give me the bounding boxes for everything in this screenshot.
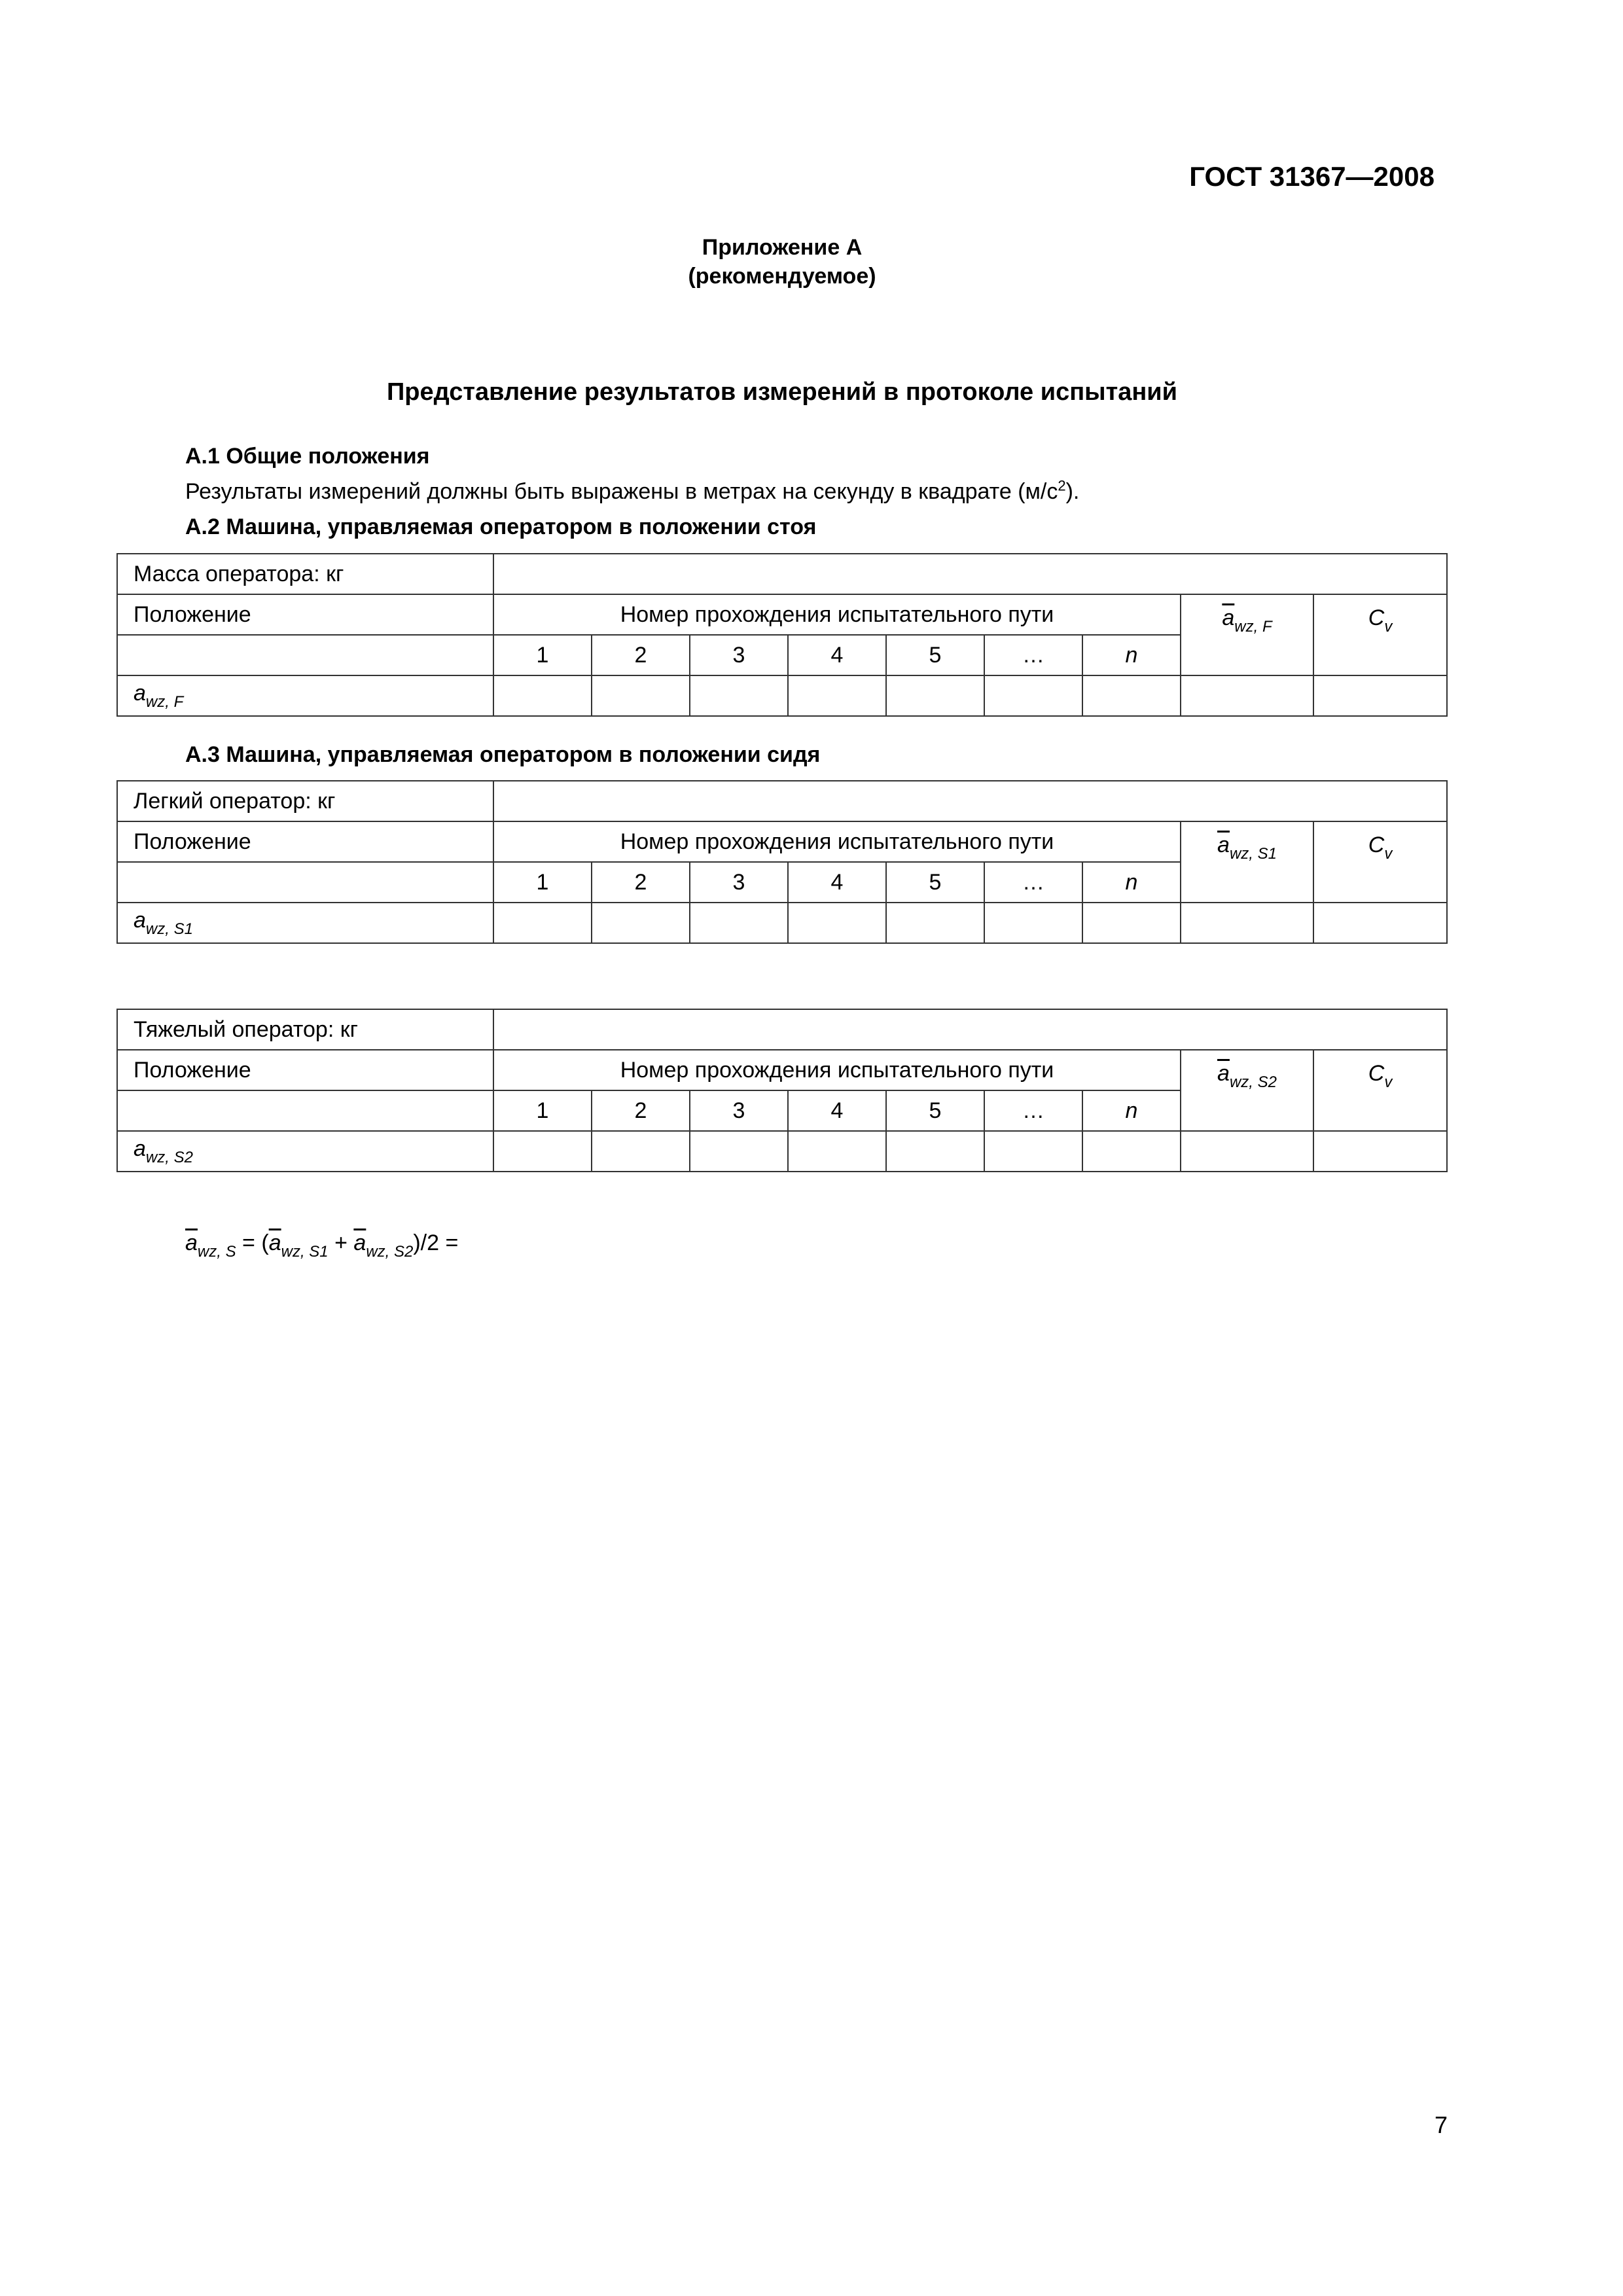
position-label: Положение bbox=[117, 821, 493, 862]
mass-row bbox=[117, 554, 1447, 594]
pass-number: n bbox=[1082, 1090, 1181, 1131]
row-symbol-sub: wz, S1 bbox=[145, 920, 193, 938]
mean-formula bbox=[185, 1230, 458, 1261]
pass-number: 4 bbox=[788, 862, 886, 903]
pass-number: … bbox=[984, 862, 1082, 903]
value-cell[interactable] bbox=[592, 903, 690, 943]
cv-header bbox=[1313, 594, 1447, 675]
header-row bbox=[117, 821, 1447, 862]
header-row bbox=[117, 594, 1447, 635]
pass-number: 2 bbox=[592, 862, 690, 903]
cv-symbol: C bbox=[1368, 833, 1385, 857]
annex-subtitle: (рекомендуемое) bbox=[688, 264, 876, 289]
section-a3-heading: А.3 Машина, управляемая оператором в положении сидя bbox=[185, 742, 821, 767]
value-cell[interactable] bbox=[984, 675, 1082, 716]
mean-subscript: wz, S1 bbox=[1229, 845, 1277, 863]
mass-label: Легкий оператор: кг bbox=[117, 781, 493, 821]
pass-number: … bbox=[984, 635, 1082, 675]
mean-value-cell[interactable] bbox=[1181, 903, 1313, 943]
value-cell[interactable] bbox=[1082, 675, 1181, 716]
pass-number: 1 bbox=[493, 635, 592, 675]
pass-number: 2 bbox=[592, 1090, 690, 1131]
cv-header bbox=[1313, 1050, 1447, 1131]
pass-number: n bbox=[1082, 862, 1181, 903]
annex-heading bbox=[0, 233, 1564, 291]
pass-number: 5 bbox=[886, 862, 984, 903]
cv-value-cell[interactable] bbox=[1313, 675, 1447, 716]
formula-term2-symbol: $\overline{a}$ bbox=[353, 1230, 366, 1255]
section-a1-heading: А.1 Общие положения bbox=[185, 444, 430, 469]
table-light-operator bbox=[116, 780, 1448, 944]
pass-number: 5 bbox=[886, 635, 984, 675]
formula-term1-sub: wz, S1 bbox=[281, 1243, 329, 1261]
mean-value-cell[interactable] bbox=[1181, 675, 1313, 716]
pass-number: 5 bbox=[886, 1090, 984, 1131]
pass-number: 1 bbox=[493, 862, 592, 903]
pass-header: Номер прохождения испытательного пути bbox=[493, 1050, 1181, 1090]
formula-term2-sub: wz, S2 bbox=[366, 1243, 414, 1261]
value-cell[interactable] bbox=[886, 675, 984, 716]
row-symbol-sub: wz, S2 bbox=[145, 1148, 193, 1166]
value-cell[interactable] bbox=[788, 1131, 886, 1172]
cv-value-cell[interactable] bbox=[1313, 903, 1447, 943]
value-cell[interactable] bbox=[493, 1131, 592, 1172]
value-cell[interactable] bbox=[592, 675, 690, 716]
pass-number: n bbox=[1082, 635, 1181, 675]
mean-subscript: wz, F bbox=[1234, 618, 1272, 636]
cv-header bbox=[1313, 821, 1447, 903]
value-row bbox=[117, 903, 1447, 943]
pass-number: 2 bbox=[592, 635, 690, 675]
table-heavy-operator bbox=[116, 1009, 1448, 1172]
formula-close: )/2 = bbox=[413, 1230, 459, 1255]
pass-header: Номер прохождения испытательного пути bbox=[493, 821, 1181, 862]
pass-number: 1 bbox=[493, 1090, 592, 1131]
value-cell[interactable] bbox=[690, 675, 788, 716]
document-code: ГОСТ 31367—2008 bbox=[1189, 161, 1435, 192]
page-number: 7 bbox=[1434, 2111, 1448, 2138]
cv-subscript: v bbox=[1384, 845, 1393, 863]
header-row bbox=[117, 1050, 1447, 1090]
formula-plus: + bbox=[328, 1230, 354, 1255]
mean-value-cell[interactable] bbox=[1181, 1131, 1313, 1172]
cv-subscript: v bbox=[1384, 618, 1393, 636]
mass-value-cell[interactable] bbox=[493, 554, 1447, 594]
position-label: Положение bbox=[117, 1050, 493, 1090]
empty-cell bbox=[117, 635, 493, 675]
mean-value-header bbox=[1181, 1050, 1313, 1131]
value-cell[interactable] bbox=[592, 1131, 690, 1172]
a1-text-sup: 2 bbox=[1058, 477, 1066, 494]
cv-symbol: C bbox=[1368, 1061, 1385, 1086]
value-cell[interactable] bbox=[1082, 903, 1181, 943]
row-symbol-main: a bbox=[134, 907, 146, 933]
row-symbol-main: a bbox=[134, 680, 146, 706]
cv-value-cell[interactable] bbox=[1313, 1131, 1447, 1172]
cv-subscript: v bbox=[1384, 1073, 1393, 1091]
mass-label: Масса оператора: кг bbox=[117, 554, 493, 594]
row-symbol bbox=[117, 1131, 493, 1172]
a1-text-end: ). bbox=[1065, 479, 1080, 504]
a1-text-main: Результаты измерений должны быть выражены в метрах на секунду в квадрате (м/с bbox=[185, 479, 1058, 504]
formula-term1-symbol: $\overline{a}$ bbox=[268, 1230, 281, 1255]
formula-lhs-sub: wz, S bbox=[197, 1243, 236, 1261]
value-cell[interactable] bbox=[788, 675, 886, 716]
mass-label: Тяжелый оператор: кг bbox=[117, 1009, 493, 1050]
pass-header: Номер прохождения испытательного пути bbox=[493, 594, 1181, 635]
mean-symbol: $\overline{a}$ bbox=[1222, 605, 1235, 630]
value-cell[interactable] bbox=[690, 903, 788, 943]
main-title: Представление результатов измерений в протоколе испытаний bbox=[386, 378, 1178, 406]
pass-number: 4 bbox=[788, 635, 886, 675]
value-cell[interactable] bbox=[493, 675, 592, 716]
pass-number: 3 bbox=[690, 862, 788, 903]
mass-value-cell[interactable] bbox=[493, 1009, 1447, 1050]
value-cell[interactable] bbox=[1082, 1131, 1181, 1172]
pass-number: 3 bbox=[690, 635, 788, 675]
pass-number: 3 bbox=[690, 1090, 788, 1131]
value-cell[interactable] bbox=[493, 903, 592, 943]
value-cell[interactable] bbox=[788, 903, 886, 943]
mean-subscript: wz, S2 bbox=[1229, 1073, 1277, 1091]
pass-number: 4 bbox=[788, 1090, 886, 1131]
empty-cell bbox=[117, 1090, 493, 1131]
cv-symbol: C bbox=[1368, 605, 1385, 630]
annex-title: Приложение А bbox=[702, 235, 863, 260]
value-cell[interactable] bbox=[886, 903, 984, 943]
mean-value-header bbox=[1181, 594, 1313, 675]
row-symbol bbox=[117, 903, 493, 943]
value-row bbox=[117, 1131, 1447, 1172]
mass-row bbox=[117, 1009, 1447, 1050]
value-cell[interactable] bbox=[886, 1131, 984, 1172]
mean-symbol: $\overline{a}$ bbox=[1217, 833, 1230, 857]
value-cell[interactable] bbox=[690, 1131, 788, 1172]
section-a1-text bbox=[185, 479, 1079, 505]
mean-symbol: $\overline{a}$ bbox=[1217, 1061, 1230, 1086]
mean-value-header bbox=[1181, 821, 1313, 903]
pass-number: … bbox=[984, 1090, 1082, 1131]
formula-eq-open: = ( bbox=[236, 1230, 269, 1255]
mass-value-cell[interactable] bbox=[493, 781, 1447, 821]
row-symbol-main: a bbox=[134, 1136, 146, 1161]
row-symbol bbox=[117, 675, 493, 716]
table-standing-operator bbox=[116, 553, 1448, 717]
section-a2-heading: А.2 Машина, управляемая оператором в положении стоя bbox=[185, 514, 817, 539]
empty-cell bbox=[117, 862, 493, 903]
position-label: Положение bbox=[117, 594, 493, 635]
value-cell[interactable] bbox=[984, 1131, 1082, 1172]
formula-lhs-symbol: $\overline{a}$ bbox=[185, 1230, 198, 1255]
mass-row bbox=[117, 781, 1447, 821]
row-symbol-sub: wz, F bbox=[145, 692, 184, 711]
value-row bbox=[117, 675, 1447, 716]
value-cell[interactable] bbox=[984, 903, 1082, 943]
